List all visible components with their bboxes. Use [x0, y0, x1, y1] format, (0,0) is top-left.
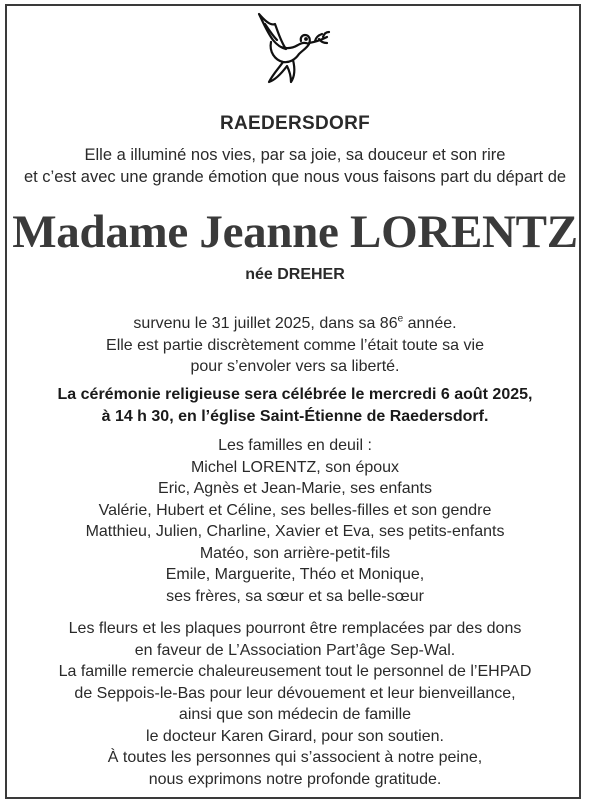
- closing-line: en faveur de L’Association Part’âge Sep-Wal.: [134, 641, 456, 659]
- death-notice: [0, 313, 590, 378]
- closing-line: ainsi que son médecin de famille: [178, 706, 412, 723]
- death-date-line: survenu le 31 juillet 2025, dans sa 86e année.: [133, 313, 457, 332]
- closing-text: [0, 618, 590, 790]
- closing-line: le docteur Karen Girard, pour son soutien.: [146, 727, 444, 745]
- death-notice-line: pour s’envoler vers sa liberté.: [190, 358, 400, 375]
- family-line: Valérie, Hubert et Céline, ses belles-filles et son gendre: [98, 501, 492, 519]
- closing-line: Les fleurs et les plaques pourront être remplacées par des dons: [68, 620, 522, 637]
- family-line: Matthieu, Julien, Charline, Xavier et Eva, ses petits-enfants: [85, 523, 505, 540]
- family-line: Matéo, son arrière-petit-fils: [199, 544, 391, 562]
- ceremony-info: [0, 384, 590, 427]
- intro-line: Elle a illuminé nos vies, par sa joie, sa douceur et son rire: [84, 146, 506, 164]
- ceremony-line: à 14 h 30, en l’église Saint-Étienne de Raedersdorf.: [101, 407, 489, 425]
- town-heading: RAEDERSDORF: [219, 113, 371, 134]
- death-notice-line: Elle est partie discrètement comme l’était toute sa vie: [106, 336, 484, 354]
- family-line: Eric, Agnès et Jean-Marie, ses enfants: [158, 480, 432, 497]
- family-list: [0, 435, 590, 607]
- family-line: Emile, Marguerite, Théo et Monique,: [165, 566, 425, 583]
- closing-line: de Seppois-le-Bas pour leur dévouement et leur bienveillance,: [74, 684, 516, 702]
- dove-icon: [253, 12, 331, 86]
- ceremony-line: La cérémonie religieuse sera célébrée le mercredi 6 août 2025,: [57, 386, 533, 403]
- family-line: Les familles en deuil :: [218, 437, 372, 454]
- maiden-name: née DREHER: [245, 266, 345, 283]
- closing-line: La famille remercie chaleureusement tout le personnel de l’EHPAD: [58, 663, 532, 680]
- intro-line: et c’est avec une grande émotion que nous vous faisons part du départ de: [23, 168, 567, 186]
- closing-line: nous exprimons notre profonde gratitude.: [148, 770, 442, 788]
- family-line: ses frères, sa sœur et sa belle-sœur: [166, 587, 424, 605]
- family-line: Michel LORENTZ, son époux: [190, 458, 400, 476]
- intro-text: [0, 144, 590, 188]
- closing-line: À toutes les personnes qui s’associent à notre peine,: [107, 749, 483, 766]
- deceased-name: Madame Jeanne LORENTZ: [12, 206, 578, 258]
